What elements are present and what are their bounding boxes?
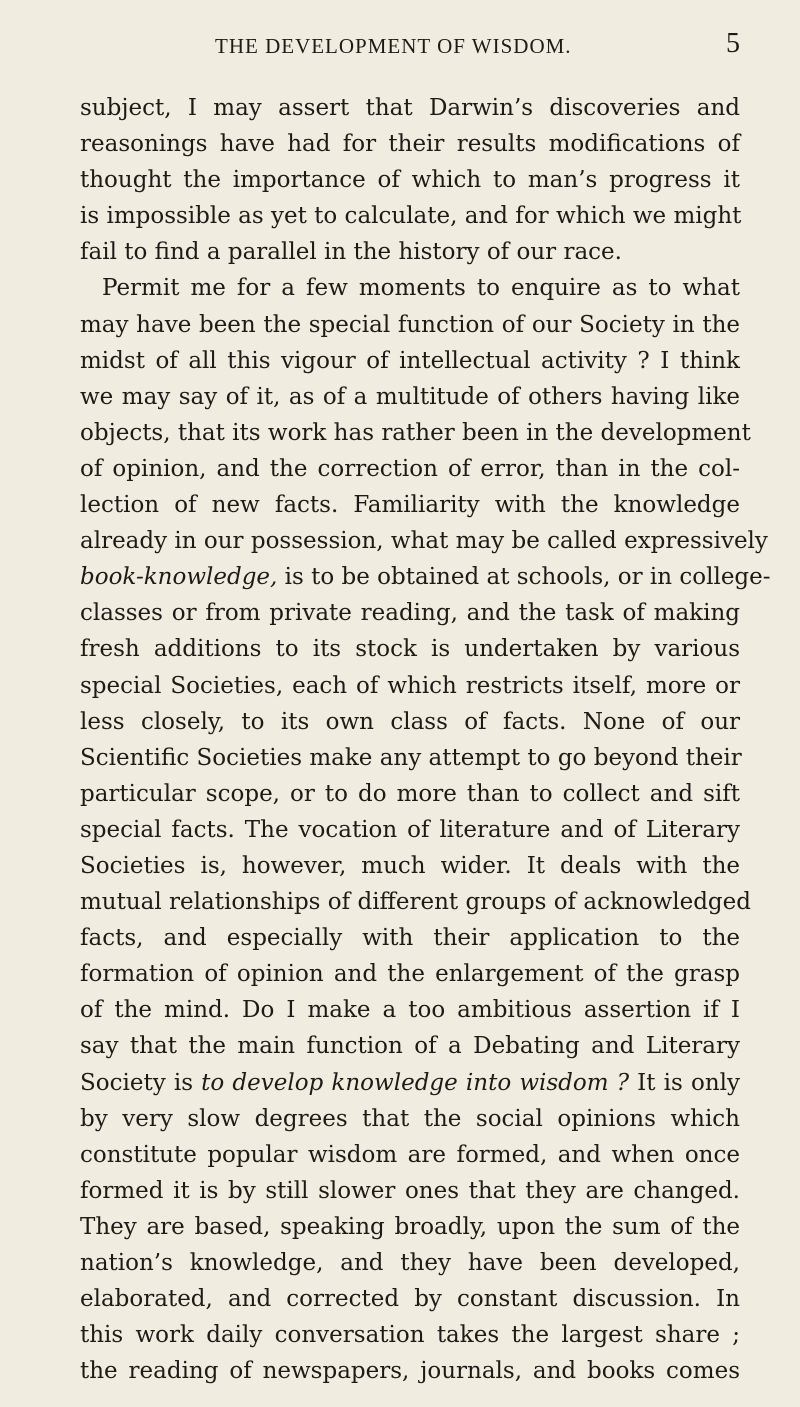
text-line: Scientific Societies make any attempt to go beyond their xyxy=(80,744,742,771)
text-line xyxy=(80,559,771,595)
text-line: midst of all this vigour of intellectual activity ? I think xyxy=(80,347,740,374)
text-line: we may say of it, as of a multitude of others having like xyxy=(80,383,740,410)
text-line: the reading of newspapers, journals, and books comes xyxy=(80,1358,740,1385)
text-line: particular scope, or to do more than to collect and sift xyxy=(80,780,740,807)
text-line: nation’s knowledge, and they have been developed, xyxy=(80,1250,740,1276)
page-number: 5 xyxy=(726,28,740,59)
text-line: mutual relationships of different groups of acknowledged xyxy=(80,889,751,916)
italic-phrase: book-knowledge, xyxy=(80,564,278,591)
text-line: lection of new facts. Familiarity with the knowledge xyxy=(80,492,740,519)
body-text xyxy=(80,90,771,1389)
text-line: this work daily conversation takes the largest share ; xyxy=(80,1322,740,1349)
text-line: classes or from private reading, and the task of making xyxy=(80,600,740,627)
text-line: facts, and especially with their application to the xyxy=(80,925,740,952)
text-line: by very slow degrees that the social opinions which xyxy=(80,1105,740,1132)
text-run: is to be obtained at schools, or in college- xyxy=(277,564,771,591)
italic-phrase: to develop knowledge into wisdom ? xyxy=(201,1069,630,1096)
text-run: It is only xyxy=(629,1069,740,1096)
text-line xyxy=(80,1065,740,1101)
text-line: objects, that its work has rather been in the development xyxy=(80,419,751,446)
text-line: Permit me for a few moments to enquire as to what xyxy=(102,275,740,302)
text-run: Society is xyxy=(80,1069,202,1096)
running-title: THE DEVELOPMENT OF WISDOM. xyxy=(215,34,572,58)
text-line: special facts. The vocation of literature and of Literary xyxy=(80,816,740,843)
text-line: less closely, to its own class of facts. None of our xyxy=(80,708,740,735)
text-line: Societies is, however, much wider. It deals with the xyxy=(80,852,740,879)
text-line: is impossible as yet to calculate, and for which we might xyxy=(80,203,742,230)
text-line: formation of opinion and the enlargement of the grasp xyxy=(80,961,740,988)
text-line: special Societies, each of which restricts itself, more or xyxy=(80,672,740,699)
text-line: They are based, speaking broadly, upon the sum of the xyxy=(80,1213,740,1240)
text-line: of opinion, and the correction of error, than in the col- xyxy=(80,455,740,482)
text-line: constitute popular wisdom are formed, and when once xyxy=(80,1141,740,1168)
text-line: thought the importance of which to man’s progress it xyxy=(80,167,740,194)
text-line: already in our possession, what may be called expressively xyxy=(80,528,768,555)
text-line: fresh additions to its stock is undertaken by various xyxy=(80,636,740,663)
text-line: say that the main function of a Debating and Literary xyxy=(80,1033,740,1060)
text-line: reasonings have had for their results modifications of xyxy=(80,131,740,158)
text-line: of the mind. Do I make a too ambitious assertion if I xyxy=(80,997,740,1024)
text-line: may have been the special function of our Society in the xyxy=(80,311,740,338)
text-line: fail to find a parallel in the history of our race. xyxy=(80,239,622,266)
text-line: subject, I may assert that Darwin’s discoveries and xyxy=(80,95,740,121)
text-line: formed it is by still slower ones that they are changed. xyxy=(80,1177,740,1204)
running-head xyxy=(80,28,740,64)
text-line: elaborated, and corrected by constant discussion. In xyxy=(80,1286,740,1313)
